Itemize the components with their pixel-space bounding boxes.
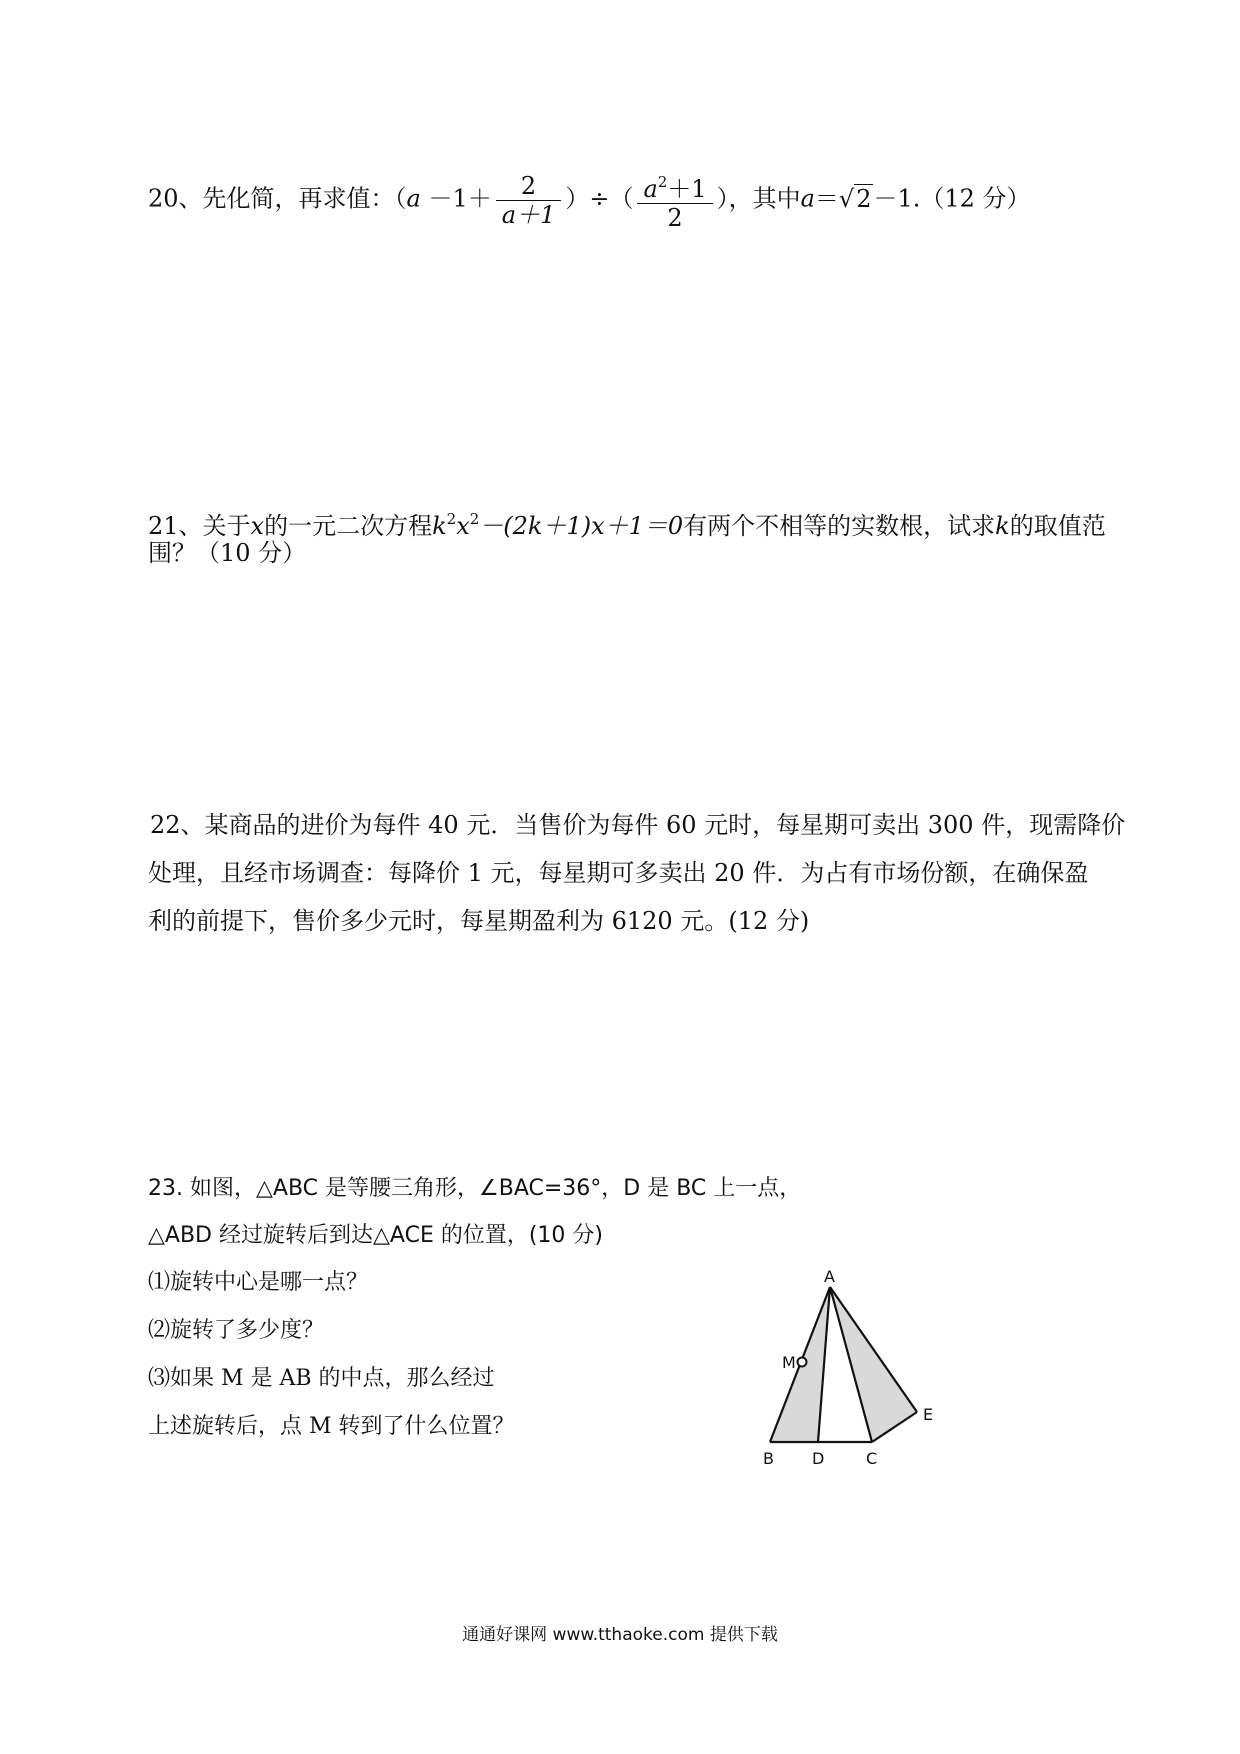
q20-frac2-plus-one: ＋1 bbox=[667, 175, 707, 203]
q20-sqrt bbox=[839, 184, 874, 214]
q20-fraction-2 bbox=[637, 168, 712, 232]
q20-fraction-1 bbox=[496, 172, 562, 229]
q21-mid: 的一元二次方程 bbox=[264, 512, 433, 540]
q20-frac2-numerator bbox=[637, 168, 712, 204]
q23-sub-2: ⑵旋转了多少度？ bbox=[148, 1318, 325, 1343]
q21-line-1 bbox=[148, 504, 1106, 541]
q20-var-a: a bbox=[406, 184, 421, 213]
q20-divide: ）÷（ bbox=[565, 184, 634, 213]
q23-sub-1: ⑴旋转中心是哪一点？ bbox=[148, 1270, 369, 1295]
q21-end: 的取值范 bbox=[1009, 512, 1106, 540]
point-m-marker bbox=[798, 1358, 807, 1367]
q21-line-2: 围？（10 分） bbox=[148, 539, 307, 567]
label-d: D bbox=[812, 1449, 825, 1468]
q20-frac2-denominator: 2 bbox=[667, 204, 683, 232]
q22-line-2: 处理，且经市场调查：每降价 1 元，每星期可多卖出 20 件．为占有市场份额，在确保盈 bbox=[148, 859, 1089, 887]
q21-tail: 有两个不相等的实数根，试求 bbox=[683, 512, 996, 540]
q22-line-1: 22、某商品的进价为每件 40 元．当售价为每件 60 元时，每星期可卖出 300 件，现需降价 bbox=[150, 811, 1126, 839]
triangle-figure bbox=[760, 1262, 960, 1472]
q20-where: ），其中 bbox=[716, 184, 801, 213]
q20-frac1-numerator: 2 bbox=[496, 172, 562, 201]
q20-frac2-exponent: 2 bbox=[657, 173, 668, 191]
q21-eq-k: k bbox=[432, 512, 447, 540]
label-e: E bbox=[923, 1405, 934, 1424]
q22-line-3: 利的前提下，售价多少元时，每星期盈利为 6120 元。(12 分) bbox=[148, 907, 810, 935]
label-b: B bbox=[763, 1449, 774, 1468]
q23-line-2: △ABD 经过旋转后到达△ACE 的位置，(10 分) bbox=[148, 1223, 603, 1248]
q20-equals: ＝ bbox=[814, 184, 839, 213]
q20-tail: －1.（12 分） bbox=[873, 184, 1031, 213]
q20-frac1-denominator: a＋1 bbox=[501, 200, 556, 229]
q20-sqrt-value: 2 bbox=[856, 184, 872, 213]
sqrt-sign-icon: √ bbox=[838, 184, 855, 213]
footer-credit: 通通好课网 www.tthaoke.com 提供下载 bbox=[462, 1625, 778, 1645]
q20-minus-one-plus: －1＋ bbox=[420, 184, 492, 213]
q20-line bbox=[148, 168, 1031, 232]
q20-lead: 20、先化简，再求值：（ bbox=[148, 184, 407, 213]
q23-sub-3b: 上述旋转后，点 M 转到了什么位置？ bbox=[148, 1414, 515, 1439]
q21-eq-rest: －(2k＋1)x＋1＝0 bbox=[479, 512, 684, 540]
label-c: C bbox=[866, 1449, 878, 1468]
q21-eq-x: x bbox=[456, 512, 470, 540]
q20-frac2-base: a bbox=[643, 175, 658, 203]
triangle-ace-shaded bbox=[830, 1287, 917, 1442]
q21-eq-k-exp: 2 bbox=[446, 510, 457, 528]
q20-var-a-2: a bbox=[800, 184, 815, 213]
q21-var-x: x bbox=[250, 512, 265, 540]
q21-var-k: k bbox=[995, 512, 1010, 540]
label-m: M bbox=[782, 1353, 796, 1372]
label-a: A bbox=[824, 1267, 835, 1286]
q23-sub-3a: ⑶如果 M 是 AB 的中点，那么经过 bbox=[148, 1366, 495, 1391]
q21-eq-x-exp: 2 bbox=[469, 510, 480, 528]
q23-line-1: 23. 如图，△ABC 是等腰三角形，∠BAC=36°，D 是 BC 上一点， bbox=[148, 1176, 802, 1201]
q21-lead: 21、关于 bbox=[148, 512, 251, 540]
